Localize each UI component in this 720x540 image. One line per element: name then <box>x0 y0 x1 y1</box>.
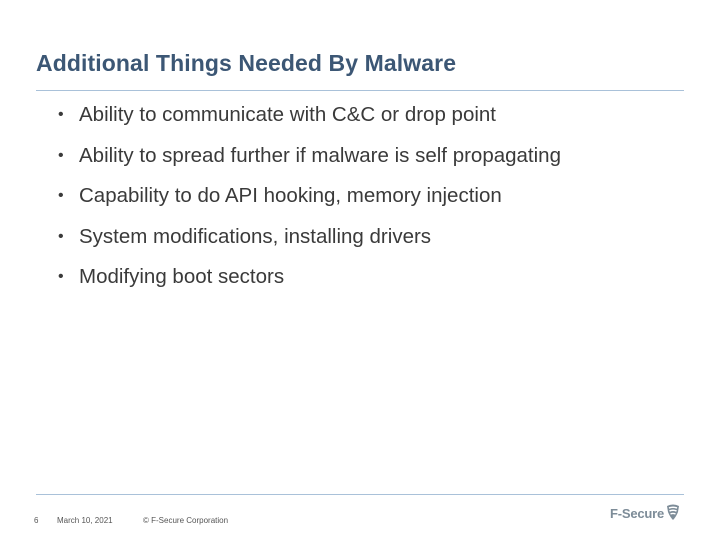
title-divider <box>36 90 684 91</box>
page-number: 6 <box>34 516 39 525</box>
bullet-item <box>58 140 561 181</box>
footer-date: March 10, 2021 <box>57 516 113 525</box>
bullet-dot-icon: • <box>58 187 64 204</box>
bullet-text: System modifications, installing drivers <box>79 224 432 248</box>
bullet-text: Capability to do API hooking, memory injection <box>79 184 502 207</box>
logo-text: F-Secure <box>610 505 665 521</box>
bullet-list <box>58 99 561 302</box>
bullet-dot-icon: • <box>58 268 64 285</box>
bullet-dot-icon: • <box>58 227 64 245</box>
bullet-text: Ability to spread further if malware is self propagating <box>79 143 561 167</box>
bullet-text: Ability to communicate with C&C or drop point <box>79 103 497 126</box>
bullet-item <box>58 221 561 262</box>
footer-divider <box>36 494 684 495</box>
bullet-item <box>58 261 561 302</box>
bullet-text: Modifying boot sectors <box>79 265 285 288</box>
bullet-dot-icon: • <box>58 106 64 123</box>
bullet-item <box>58 99 561 140</box>
footer-copyright: © F-Secure Corporation <box>143 516 229 525</box>
company-logo <box>610 505 680 521</box>
slide-title: Additional Things Needed By Malware <box>36 50 457 76</box>
bullet-dot-icon: • <box>58 146 64 164</box>
bullet-item <box>58 180 561 221</box>
f-secure-shield-icon <box>666 503 680 521</box>
